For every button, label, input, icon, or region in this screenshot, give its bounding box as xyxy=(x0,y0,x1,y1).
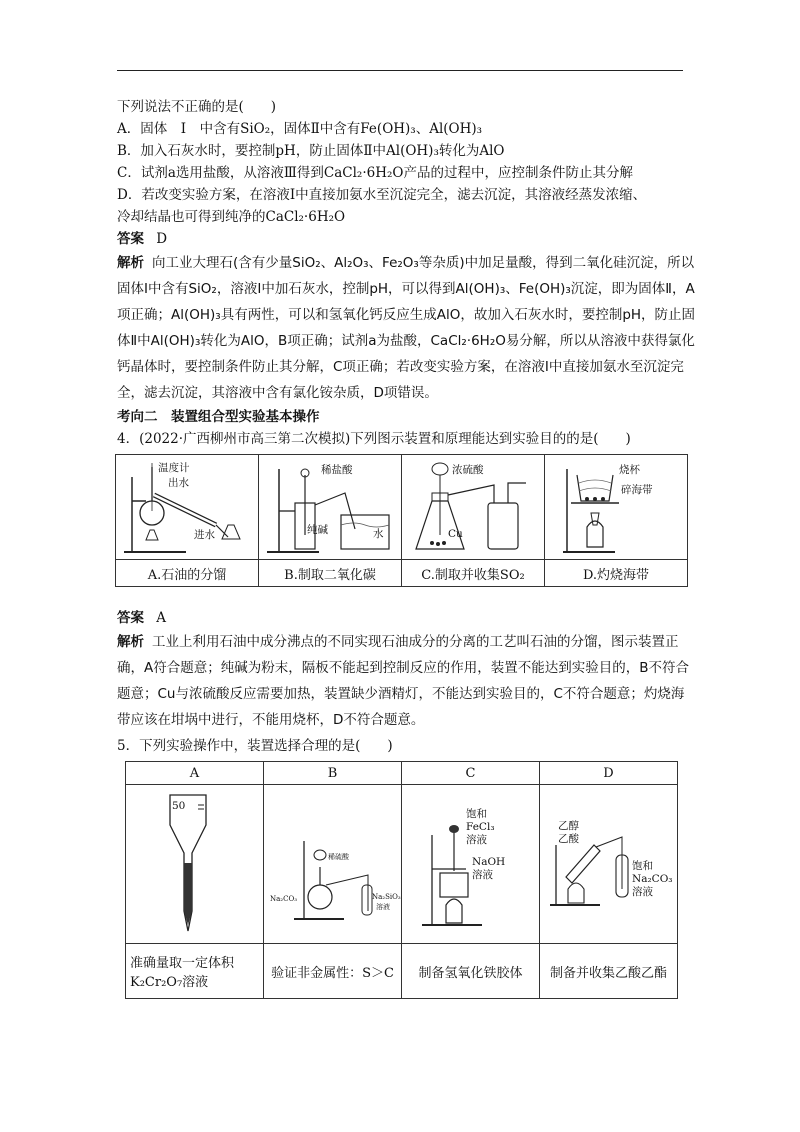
q5-caption-c: 制备氢氧化铁胶体 xyxy=(402,944,540,999)
label-conc-sulfuric: 浓硫酸 xyxy=(452,464,484,476)
q5-header-d: D xyxy=(540,762,678,785)
analysis-text: 向工业大理石(含有少量SiO₂、Al₂O₃、Fe₂O₃等杂质)中加足量酸，得到二氧化硅沉淀，所以固体Ⅰ中含有SiO₂，溶液Ⅰ中加石灰水，控制pH，可以得到Al(OH)₃、Fe(OH)₃沉淀，即为固体Ⅱ，A项正确；Al(OH)₃具有两性，可以和氢氧化钙反应生成AlO，故加入石灰水时，要控制pH，防止固体Ⅱ中Al(OH)₃转化为AlO，B项正确；试剂a为盐酸，CaCl₂·6H₂O易分解，所以从溶液中获得氯化钙晶体时，要控制条件防止其分解，C项正确；若改变实验方案，在溶液Ⅰ中直接加氨水至沉淀完全，滤去沉淀，其溶液中含有氯化铵杂质，D项错误。 xyxy=(117,255,696,401)
q5-caption-b: 验证非金属性：S＞C xyxy=(264,944,402,999)
answer-label: 答案 xyxy=(117,231,144,247)
q3-answer xyxy=(117,228,697,250)
q4-stem-suffix: )下列图示装置和原理能达到实验目的的是( ) xyxy=(345,431,631,447)
co2-generator-icon xyxy=(259,455,401,559)
q4-stem-prefix: 4．(2022· xyxy=(117,431,184,447)
q5-caption-d: 制备并收集乙酸乙酯 xyxy=(540,944,678,999)
label-water: 水 xyxy=(373,528,384,540)
q4-figure-a xyxy=(116,455,259,560)
label-kelp: 碎海带 xyxy=(621,484,653,496)
q5-figure-b xyxy=(264,785,402,944)
q3-option-d: D．若改变实验方案，在溶液Ⅰ中直接加氨水至沉淀完全，滤去沉淀，其溶液经蒸发浓缩、 xyxy=(117,187,647,203)
label-copper: Cu xyxy=(448,528,463,540)
label-saturated: 饱和 xyxy=(632,860,653,872)
label-thermometer: 温度计 xyxy=(158,462,190,474)
acid-strength-apparatus-icon xyxy=(264,785,401,943)
page-content xyxy=(117,96,697,999)
section-title: 考向二 装置组合型实验基本操作 xyxy=(117,409,320,425)
q5-figure-d xyxy=(540,785,678,944)
q4-figure-table xyxy=(115,454,688,587)
q3-option-a: A．固体 Ⅰ 中含有SiO₂，固体Ⅱ中含有Fe(OH)₃、Al(OH)₃ xyxy=(117,121,483,137)
ester-apparatus-icon xyxy=(540,785,677,943)
q5-caption-a: 准确量取一定体积K₂Cr₂O₇溶液 xyxy=(126,944,264,999)
q5-figure-a xyxy=(126,785,264,944)
colloid-apparatus-icon xyxy=(402,785,539,943)
answer-label: 答案 xyxy=(117,610,144,626)
answer-value: D xyxy=(156,231,168,247)
label-naoh: NaOH xyxy=(472,856,506,868)
label-sodium-silicate: Na₂SiO₃ xyxy=(372,893,401,901)
label-fecl3: FeCl₃ xyxy=(466,821,495,833)
q4-figure-d xyxy=(545,455,688,560)
distillation-apparatus-icon xyxy=(116,455,258,559)
q4-figure-b xyxy=(259,455,402,560)
label-solution: 溶液 xyxy=(472,869,493,881)
so2-apparatus-icon xyxy=(402,455,544,559)
label-solution: 溶液 xyxy=(466,834,487,846)
label-dilute-hcl: 稀盐酸 xyxy=(321,464,353,476)
kelp-burning-icon xyxy=(545,455,687,559)
q4-figure-c xyxy=(402,455,545,560)
analysis-label: 解析 xyxy=(117,255,144,271)
label-solution: 溶液 xyxy=(376,903,390,911)
q4-analysis xyxy=(117,629,697,733)
q5-header-b: B xyxy=(264,762,402,785)
q3-option-c: C．试剂a选用盐酸，从溶液Ⅲ得到CaCl₂·6H₂O产品的过程中，应控制条件防止其分解 xyxy=(117,165,633,181)
q3-option-b: B．加入石灰水时，要控制pH，防止固体Ⅱ中Al(OH)₃转化为AlO xyxy=(117,143,505,159)
q5-stem: 5．下列实验操作中，装置选择合理的是( ) xyxy=(117,738,393,754)
label-water-out: 出水 xyxy=(168,477,189,489)
label-dilute-sulfuric: 稀硫酸 xyxy=(328,853,349,861)
q5-figure-c xyxy=(402,785,540,944)
label-sodium-carbonate: Na₂CO₃ xyxy=(270,895,298,903)
label-ethanol: 乙醇 xyxy=(558,820,579,832)
q4-caption-a: A.石油的分馏 xyxy=(116,560,259,587)
header-rule xyxy=(117,70,683,71)
label-beaker: 烧杯 xyxy=(619,464,640,476)
analysis-label: 解析 xyxy=(117,634,144,650)
label-water-in: 进水 xyxy=(194,529,215,541)
label-acetic-acid: 乙酸 xyxy=(558,833,579,845)
q3-option-d-cont: 冷却结晶也可得到纯净的CaCl₂·6H₂O xyxy=(117,209,346,225)
q5-header-c: C xyxy=(402,762,540,785)
q4-answer xyxy=(117,607,697,629)
label-burette-mark: 50 xyxy=(172,800,186,812)
label-solution: 溶液 xyxy=(632,886,653,898)
q3-analysis xyxy=(117,250,697,406)
burette-icon xyxy=(126,785,263,943)
label-saturated: 饱和 xyxy=(466,808,487,820)
q4-stem-source: 广西柳州市高三第二次模拟 xyxy=(183,431,346,447)
q5-figure-table xyxy=(125,761,678,999)
q4-caption-d: D.灼烧海带 xyxy=(545,560,688,587)
q4-stem xyxy=(117,428,697,450)
q3-stem: 下列说法不正确的是( ) xyxy=(117,99,277,115)
label-na2co3: Na₂CO₃ xyxy=(632,873,673,885)
answer-value: A xyxy=(156,610,167,626)
label-soda: 纯碱 xyxy=(307,524,328,536)
q5-header-a: A xyxy=(126,762,264,785)
q4-caption-c: C.制取并收集SO₂ xyxy=(402,560,545,587)
analysis-text: 工业上利用石油中成分沸点的不同实现石油成分的分离的工艺叫石油的分馏，图示装置正确，A符合题意；纯碱为粉末，隔板不能起到控制反应的作用，装置不能达到实验目的，B不符合题意；Cu与浓硫酸反应需要加热，装置缺少酒精灯，不能达到实验目的，C不符合题意；灼烧海带应该在坩埚中进行，不能用烧杯，D不符合题意。 xyxy=(117,634,689,728)
q4-caption-b: B.制取二氧化碳 xyxy=(259,560,402,587)
